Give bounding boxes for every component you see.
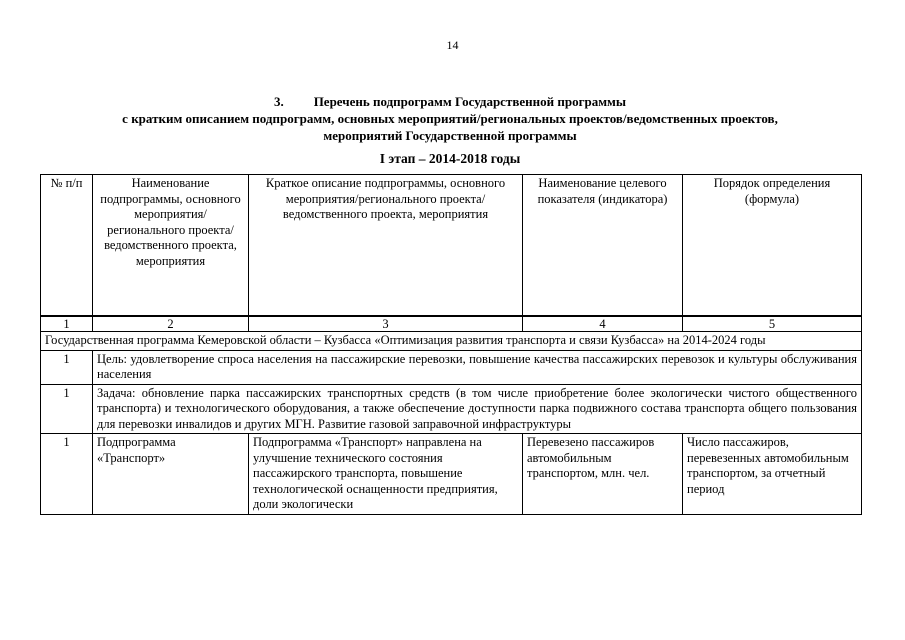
section-number: 3. — [273, 94, 284, 109]
subprogram-name: Подпрограмма «Транспорт» — [93, 434, 249, 515]
subprogram-indicator: Перевезено пассажиров автомобильным транспортом, млн. чел. — [523, 434, 683, 515]
column-number: 5 — [683, 317, 862, 332]
subprogram-row — [41, 434, 862, 515]
header-indicator: Наименование целевого показателя (индикатора) — [523, 175, 683, 316]
header-name: Наименование подпрограммы, основного мероприятия/регионального проекта/ ведомственного проекта, мероприятия — [93, 175, 249, 316]
column-number: 2 — [93, 317, 249, 332]
section-heading — [40, 93, 860, 144]
program-row — [41, 332, 862, 351]
goal-number: 1 — [41, 350, 93, 384]
subprograms-table — [40, 174, 862, 515]
subprogram-description: Подпрограмма «Транспорт» направлена на улучшение технического состояния пассажирского транспорта, повышение технологической оснащенности предприятия, доли экологически — [249, 434, 523, 515]
page-number: 14 — [446, 38, 459, 52]
subprogram-number: 1 — [41, 434, 93, 515]
heading-line-1 — [40, 93, 860, 110]
subprogram-formula: Число пассажиров, перевезенных автомобильным транспортом, за отчетный период — [683, 434, 862, 515]
stage-title: I этап – 2014-2018 годы — [379, 151, 521, 166]
task-row — [41, 384, 862, 434]
heading-line-2: с кратким описанием подпрограмм, основных мероприятий/региональных проектов/ведомственных проектов, — [122, 111, 778, 126]
column-numbers-row — [41, 317, 862, 332]
task-number: 1 — [41, 384, 93, 434]
task-text: Задача: обновление парка пассажирских транспортных средств (в том числе приобретение более экологически чистого общественного транспорта) и технологического оборудования, а также обеспечение доступности парка подвижного состава транспорта общего пользования для перевозки инвалидов и других МГН. Развитие газовой заправочной инфраструктуры — [93, 384, 862, 434]
header-formula: Порядок определения (формула) — [683, 175, 862, 316]
header-number: № п/п — [41, 175, 93, 316]
goal-text: Цель: удовлетворение спроса населения на пассажирские перевозки, повышение качества пассажирских перевозок и культуры обслуживания населения — [93, 350, 862, 384]
column-number: 3 — [249, 317, 523, 332]
table-header-row — [41, 175, 862, 316]
goal-row — [41, 350, 862, 384]
column-number: 4 — [523, 317, 683, 332]
heading-line-3: мероприятий Государственной программы — [323, 128, 577, 143]
heading-line-1-text: Перечень подпрограмм Государственной программы — [313, 94, 627, 109]
column-number: 1 — [41, 317, 93, 332]
header-description: Краткое описание подпрограммы, основного мероприятия/регионального проекта/ведомственного проекта, мероприятия — [249, 175, 523, 316]
program-title-cell: Государственная программа Кемеровской области – Кузбасса «Оптимизация развития транспорта и связи Кузбасса» на 2014-2024 годы — [41, 332, 862, 351]
